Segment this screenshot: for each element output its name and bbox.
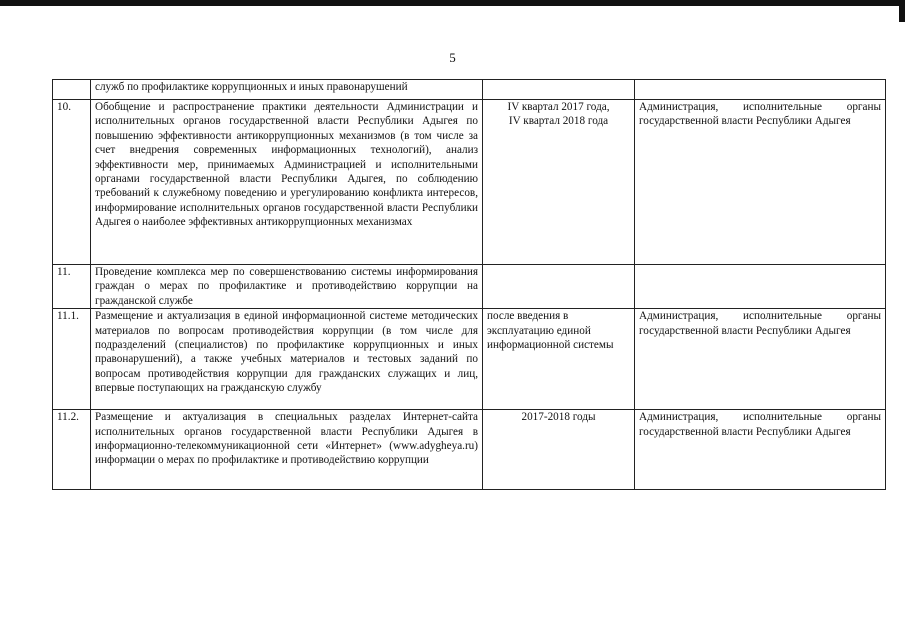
measures-table <box>52 79 886 490</box>
deadline-text: 2017-2018 годы <box>483 410 635 490</box>
task-text: служб по профилактике коррупционных и иных правонарушений <box>91 80 483 100</box>
responsible-text: Администрация, исполнительные органы государственной власти Республики Адыгея <box>635 309 886 410</box>
deadline-line: IV квартал 2018 года <box>508 115 609 128</box>
responsible-text <box>635 80 886 100</box>
task-text: Проведение комплекса мер по совершенствованию системы информирования граждан о мерах по профилактике и противодействию коррупции на гражданской службе <box>91 265 483 309</box>
task-text: Обобщение и распространение практики деятельности Администрации и исполнительных органов государственной власти Республики Адыгея по повышению эффективности антикоррупционных механизмов (в том числе за счет внедрения современных информационных технологий), анализ эффективности мер, принимаемых Администрацией и исполнительными органами государственной власти Республики Адыгея, по соблюдению требований к служебному поведению и урегулированию конфликта интересов, информирование исполнительных органов государственной власти Республики Адыгея о наиболее эффективных антикоррупционных механизмах <box>91 100 483 265</box>
scan-border-top <box>0 0 905 6</box>
responsible-text: Администрация, исполнительные органы государственной власти Республики Адыгея <box>635 410 886 490</box>
table-row <box>53 100 886 265</box>
task-text: Размещение и актуализация в специальных разделах Интернет-сайта исполнительных органов государственной власти Республики Адыгея в информационно-телекоммуникационной сети «Интернет» (www.adygheya.ru) информации о мерах по профилактике и противодействию коррупции <box>91 410 483 490</box>
task-text: Размещение и актуализация в единой информационной системе методических материалов по вопросам противодействия коррупции (в том числе для подразделений (специалистов) по профилактике коррупционных и иных правонарушений), а также учебных материалов и тестовых заданий по вопросам противодействия коррупции для гражданских служащих и лиц, впервые поступающих на гражданскую службу <box>91 309 483 410</box>
row-number: 10. <box>53 100 91 265</box>
row-number: 11. <box>53 265 91 309</box>
table-row <box>53 410 886 490</box>
page-number: 5 <box>449 50 456 65</box>
row-number: 11.1. <box>53 309 91 410</box>
row-number <box>53 80 91 100</box>
table-row <box>53 309 886 410</box>
table-row <box>53 80 886 100</box>
responsible-text <box>635 265 886 309</box>
deadline-text <box>483 80 635 100</box>
scan-border-right <box>899 0 905 22</box>
deadline-text <box>483 100 635 265</box>
row-number: 11.2. <box>53 410 91 490</box>
table-row <box>53 265 886 309</box>
deadline-text: после введения в эксплуатацию единой информационной системы <box>483 309 635 410</box>
deadline-text <box>483 265 635 309</box>
deadline-line: IV квартал 2017 года, <box>507 101 610 113</box>
responsible-text: Администрация, исполнительные органы государственной власти Республики Адыгея <box>635 100 886 265</box>
